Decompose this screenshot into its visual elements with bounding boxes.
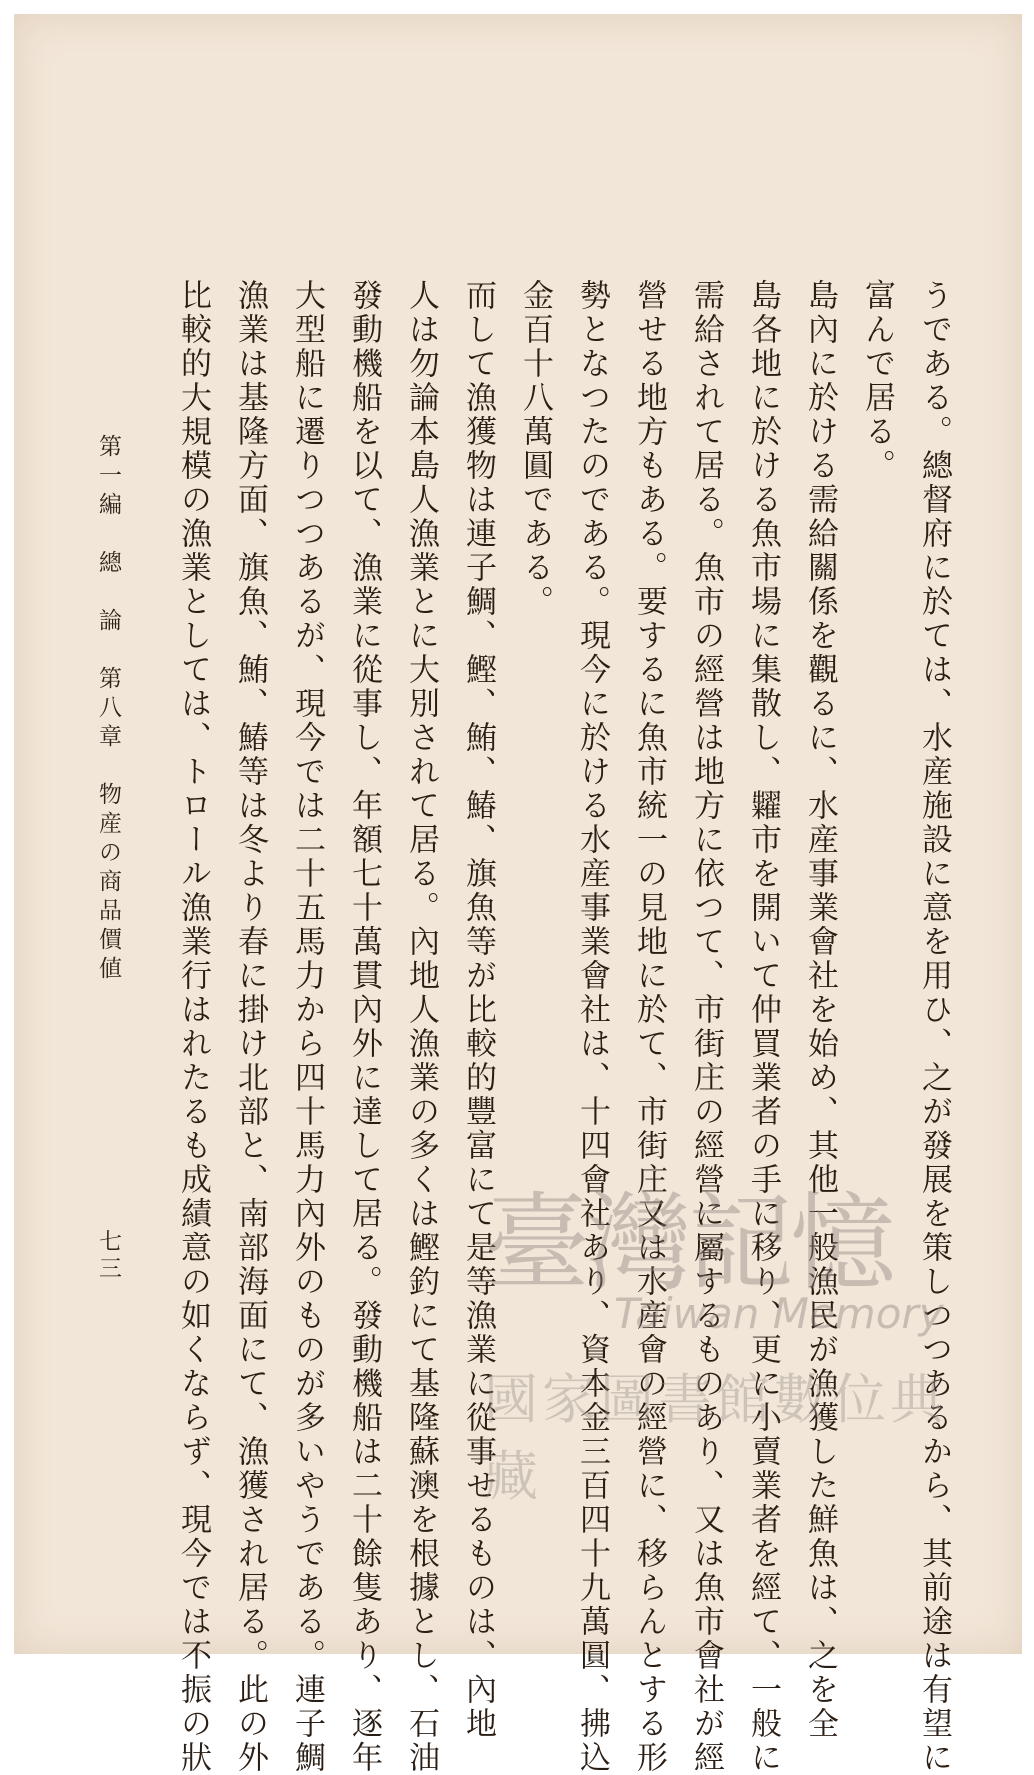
watermark-institution: 國家圖書館數位典藏 (484, 1368, 948, 1508)
text-column-13: 漁業は基隆方面、旗魚、鮪、鰆等は冬より春に掛け北部と、南部海面にて、漁獲され居る。此の外 (232, 279, 268, 1775)
watermark-english: Taiwan Memory (614, 1289, 944, 1338)
text-column-12: 大型船に遷りつつあるが、現今では二十五馬力から四十馬力內外のものが多いやうである。連子鯛 (289, 279, 325, 1775)
text-column-14: 比較的大規模の漁業としては、トロール漁業行はれたるも成績意の如くならず、現今では不振の狀 (175, 279, 211, 1775)
text-column-2: 富んで居る。 (859, 279, 895, 483)
book-page (14, 14, 1022, 1775)
text-column-7: 勢となつたのである。現今に於ける水産事業會社は、十四會社あり、資本金三百四十九萬圓、拂込 (574, 279, 610, 1775)
text-column-10: 人は勿論本島人漁業とに大別されて居る。內地人漁業の多くは鰹釣にて基隆蘇澳を根據とし、石油 (403, 279, 439, 1775)
text-column-3: 島內に於ける需給關係を觀るに、水産事業會社を始め、其他一般漁民が漁獲した鮮魚は、之を全 (802, 279, 838, 1741)
text-column-1: うである。總督府に於ては、水産施設に意を用ひ、之が發展を策しつつあるから、其前途は有望に (916, 279, 952, 1775)
text-column-11: 發動機船を以て、漁業に從事し、年額七十萬貫內外に達して居る。發動機船は二十餘隻あり、逐年 (346, 279, 382, 1775)
text-column-9: 而して漁獲物は連子鯛、鰹、鮪、鰆、旗魚等が比較的豐富にて是等漁業に從事せるものは、內地 (460, 279, 496, 1741)
body-text (164, 279, 962, 1775)
text-column-5: 需給されて居る。魚市の經營は地方に依つて、市街庄の經營に屬するものあり、又は魚市會社が經 (688, 279, 724, 1775)
watermark-chinese: 臺灣記憶 (484, 1182, 892, 1305)
text-column-8: 金百十八萬圓である。 (517, 279, 553, 619)
running-header: 第一編 總 論 第八章 物産の商品價値 (95, 434, 121, 985)
text-column-4: 島各地に於ける魚市場に集散し、糶市を開いて仲買業者の手に移り、更に小賣業者を經て、一般に (745, 279, 781, 1775)
page-number: 七三 (95, 1229, 121, 1283)
text-column-6: 營せる地方もある。要するに魚市統一の見地に於て、市街庄又は水産會の經營に、移らんとする形 (631, 279, 667, 1775)
